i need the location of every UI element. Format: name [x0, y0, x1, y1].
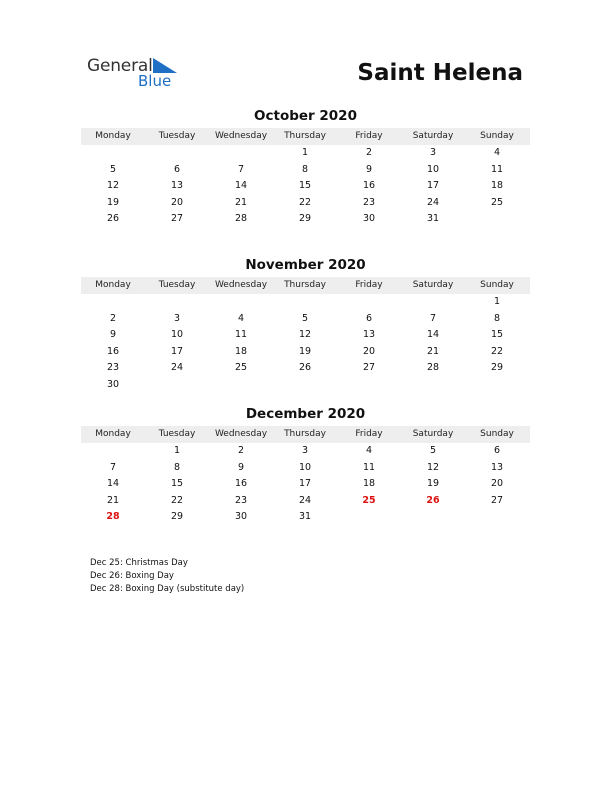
- day-cell: 17: [426, 180, 440, 192]
- month-calendar: [81, 256, 530, 394]
- day-cell: 2: [365, 147, 373, 158]
- week-row: [81, 211, 530, 228]
- day-cell: 24: [170, 362, 184, 374]
- day-cell: 17: [170, 345, 184, 357]
- day-cell: 22: [298, 196, 312, 208]
- week-row: [81, 162, 530, 179]
- day-cell: [81, 294, 145, 311]
- day-cell: 1: [301, 147, 309, 158]
- week-row: [81, 509, 530, 526]
- day-cell: 16: [362, 180, 376, 192]
- holiday-item: Dec 28: Boxing Day (substitute day): [90, 584, 245, 594]
- day-cell: 24: [298, 494, 312, 506]
- weekday-label: Wednesday: [214, 131, 268, 141]
- day-cell: 5: [429, 445, 437, 456]
- holiday-item: Dec 26: Boxing Day: [90, 571, 174, 581]
- day-cell: 15: [298, 180, 312, 192]
- day-cell: 19: [106, 196, 120, 208]
- weekday-label: Tuesday: [158, 429, 196, 439]
- day-cell: 13: [170, 180, 184, 192]
- day-cell: 18: [234, 345, 248, 357]
- logo-blue-text: Blue: [138, 72, 172, 90]
- day-cell: 19: [298, 345, 312, 357]
- week-row: [81, 145, 530, 162]
- day-cell: 26: [298, 362, 312, 374]
- weekday-label: Friday: [355, 429, 383, 439]
- day-cell: [209, 377, 273, 394]
- day-cell: [337, 377, 401, 394]
- weekday-label: Thursday: [284, 280, 326, 290]
- day-cell: [145, 294, 209, 311]
- day-cell: 7: [429, 312, 437, 324]
- week-row: [81, 195, 530, 212]
- day-cell: 30: [362, 213, 376, 225]
- weekday-header: [81, 426, 530, 443]
- day-cell: 7: [237, 163, 245, 175]
- day-cell: 28: [106, 511, 120, 523]
- day-cell: 8: [173, 461, 181, 473]
- day-cell: 6: [365, 312, 373, 324]
- weekday-label: Friday: [355, 280, 383, 290]
- day-cell: 29: [298, 213, 312, 225]
- week-row: [81, 460, 530, 477]
- day-cell: 11: [234, 329, 248, 341]
- day-cell: 25: [490, 196, 504, 208]
- day-cell: 26: [106, 213, 120, 225]
- day-cell: 15: [490, 329, 504, 341]
- country-title: Saint Helena: [357, 60, 523, 86]
- day-cell: 22: [490, 345, 504, 357]
- day-cell: 9: [109, 329, 117, 341]
- weekday-label: Sunday: [480, 429, 514, 439]
- day-cell: 23: [106, 362, 120, 374]
- day-cell: 16: [234, 478, 248, 490]
- day-cell: 7: [109, 461, 117, 473]
- day-cell: [273, 377, 337, 394]
- day-cell: 12: [298, 329, 312, 341]
- day-cell: 31: [298, 511, 312, 523]
- day-cell: 18: [490, 180, 504, 192]
- day-cell: 24: [426, 196, 440, 208]
- day-cell: [209, 145, 273, 162]
- week-row: [81, 493, 530, 510]
- day-cell: 27: [362, 362, 376, 374]
- generalblue-logo: [87, 56, 187, 92]
- day-cell: 8: [493, 312, 501, 324]
- weekday-label: Wednesday: [214, 280, 268, 290]
- holiday-list: [90, 557, 244, 596]
- holiday-item: Dec 25: Christmas Day: [90, 558, 188, 568]
- day-cell: 10: [426, 163, 440, 175]
- day-cell: 20: [490, 478, 504, 490]
- week-row: [81, 311, 530, 328]
- day-cell: [337, 294, 401, 311]
- day-cell: 14: [426, 329, 440, 341]
- weekday-label: Wednesday: [214, 429, 268, 439]
- day-cell: 29: [170, 511, 184, 523]
- day-cell: 16: [106, 345, 120, 357]
- day-cell: 28: [234, 213, 248, 225]
- day-cell: 2: [109, 312, 117, 324]
- month-title: December 2020: [245, 406, 366, 422]
- day-cell: [145, 145, 209, 162]
- day-cell: 6: [493, 445, 501, 456]
- day-cell: 6: [173, 163, 181, 175]
- weekday-label: Friday: [355, 131, 383, 141]
- day-cell: 4: [237, 312, 245, 324]
- month-title: October 2020: [254, 108, 357, 124]
- weekday-label: Monday: [95, 429, 131, 439]
- day-cell: [401, 294, 465, 311]
- week-row: [81, 476, 530, 493]
- weekday-label: Monday: [95, 280, 131, 290]
- day-cell: 12: [106, 180, 120, 192]
- day-cell: 31: [426, 213, 440, 225]
- day-cell: 5: [301, 312, 309, 324]
- weekday-label: Saturday: [412, 131, 454, 141]
- day-cell: 12: [426, 461, 440, 473]
- weekday-label: Thursday: [284, 429, 326, 439]
- day-cell: 10: [298, 461, 312, 473]
- day-cell: [465, 211, 529, 228]
- day-cell: 1: [173, 445, 181, 456]
- day-cell: 8: [301, 163, 309, 175]
- month-calendar: [81, 405, 530, 526]
- day-cell: 27: [170, 213, 184, 225]
- day-cell: 9: [365, 163, 373, 175]
- weekday-header: [81, 128, 530, 145]
- week-row: [81, 344, 530, 361]
- day-cell: 18: [362, 478, 376, 490]
- day-cell: 14: [234, 180, 248, 192]
- day-cell: 3: [173, 312, 181, 324]
- day-cell: 9: [237, 461, 245, 473]
- day-cell: [337, 509, 401, 526]
- day-cell: 21: [106, 494, 120, 506]
- day-cell: 30: [106, 378, 120, 390]
- weekday-label: Saturday: [412, 280, 454, 290]
- day-cell: 13: [362, 329, 376, 341]
- day-cell: [273, 294, 337, 311]
- day-cell: [81, 443, 145, 460]
- week-row: [81, 360, 530, 377]
- weekday-label: Sunday: [480, 280, 514, 290]
- month-calendar: [81, 107, 530, 228]
- day-cell: 17: [298, 478, 312, 490]
- day-cell: 19: [426, 478, 440, 490]
- day-cell: 21: [426, 345, 440, 357]
- day-cell: [81, 145, 145, 162]
- day-cell: 11: [362, 461, 376, 473]
- day-cell: 22: [170, 494, 184, 506]
- day-cell: 27: [490, 494, 504, 506]
- weekday-label: Tuesday: [158, 280, 196, 290]
- week-row: [81, 443, 530, 460]
- day-cell: 10: [170, 329, 184, 341]
- day-cell: 26: [426, 494, 440, 506]
- day-cell: 14: [106, 478, 120, 490]
- day-cell: 23: [234, 494, 248, 506]
- day-cell: 5: [109, 163, 117, 175]
- weekday-label: Saturday: [412, 429, 454, 439]
- day-cell: 21: [234, 196, 248, 208]
- logo-triangle-icon: [150, 58, 177, 73]
- day-cell: 3: [429, 147, 437, 158]
- week-row: [81, 377, 530, 394]
- day-cell: 1: [493, 296, 501, 307]
- day-cell: 20: [170, 196, 184, 208]
- day-cell: [145, 377, 209, 394]
- weekday-label: Thursday: [284, 131, 326, 141]
- day-cell: [465, 509, 529, 526]
- weekday-label: Tuesday: [158, 131, 196, 141]
- day-cell: 11: [490, 163, 504, 175]
- day-cell: 20: [362, 345, 376, 357]
- week-row: [81, 327, 530, 344]
- month-title: November 2020: [245, 257, 366, 273]
- day-cell: 2: [237, 445, 245, 456]
- day-cell: 4: [365, 445, 373, 456]
- weekday-label: Monday: [95, 131, 131, 141]
- day-cell: 4: [493, 147, 501, 158]
- day-cell: 3: [301, 445, 309, 456]
- day-cell: 30: [234, 511, 248, 523]
- day-cell: [465, 377, 529, 394]
- day-cell: 23: [362, 196, 376, 208]
- week-row: [81, 294, 530, 311]
- weekday-label: Sunday: [480, 131, 514, 141]
- day-cell: [401, 509, 465, 526]
- weekday-header: [81, 277, 530, 294]
- day-cell: [209, 294, 273, 311]
- day-cell: 25: [362, 494, 376, 506]
- logo-general-text: General: [87, 56, 153, 76]
- week-row: [81, 178, 530, 195]
- day-cell: 29: [490, 362, 504, 374]
- day-cell: [401, 377, 465, 394]
- day-cell: 13: [490, 461, 504, 473]
- day-cell: 28: [426, 362, 440, 374]
- day-cell: 15: [170, 478, 184, 490]
- day-cell: 25: [234, 362, 248, 374]
